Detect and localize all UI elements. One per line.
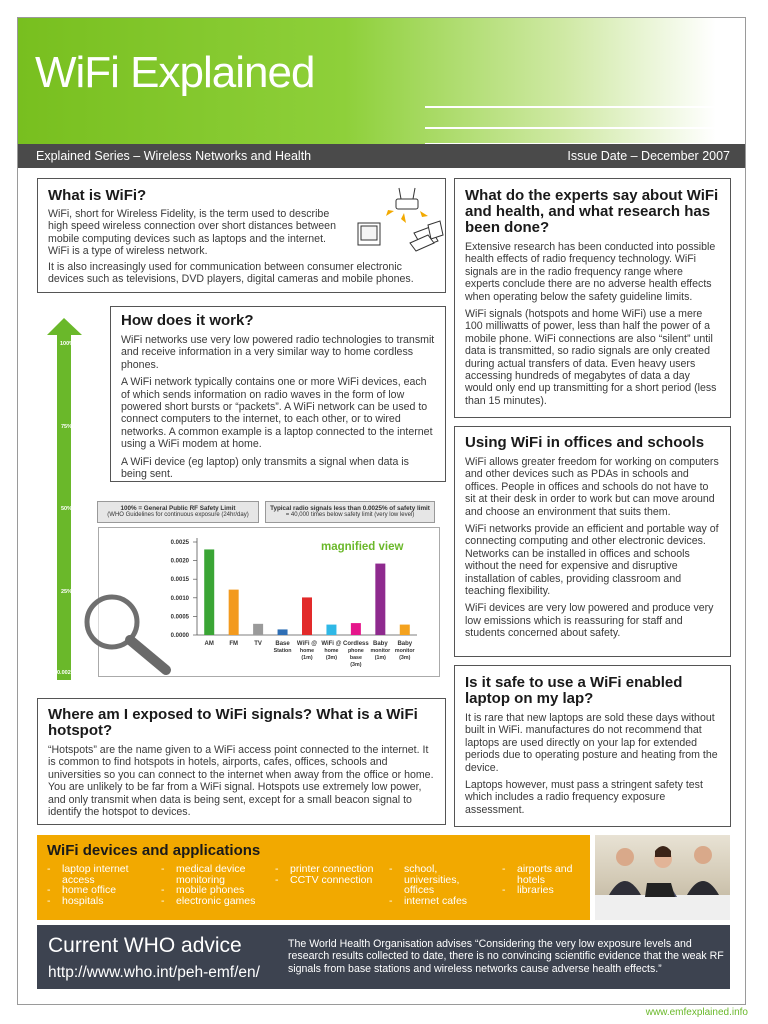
chart-bar (278, 629, 288, 635)
series-bar (18, 144, 745, 168)
devices-heading: WiFi devices and applications (47, 842, 261, 859)
who-quote: The World Health Organisation advises “Considering the very low exposure levels and research results collected to date, there is no convincing scientific evidence that the weak RF signals from base stations and wireless networks cause adverse health effects.” (288, 938, 724, 975)
scale-tick-50: 50% (61, 506, 73, 512)
y-tick-label: 0.0010 (170, 595, 189, 602)
list-item: - airports and hotels (502, 864, 587, 885)
chart-bar (229, 590, 239, 635)
devices-column-2 (161, 864, 271, 906)
chart-bar (204, 549, 214, 635)
list-item: - hospitals (47, 896, 157, 907)
offices-text: WiFi allows greater freedom for working on computers and other devices such as PDAs in schools and offices. People in offices and schools do not have to sit at their desk in order to work but can move around and choose an environment that suits them. (465, 456, 719, 518)
x-tick-label: TV (254, 641, 262, 647)
x-tick-label: home (299, 648, 315, 654)
typical-signal-tag-title: Typical radio signals less than 0.0025% of safety limit (270, 505, 430, 512)
how-it-works-text: WiFi networks use very low powered radio technologies to transmit and receive information in a very similar way to home cordless phones. (121, 334, 435, 371)
office-photo-illustration (595, 835, 730, 920)
what-is-wifi-section (37, 178, 446, 293)
devices-panel (37, 835, 590, 920)
x-tick-label: (1m) (301, 655, 313, 661)
list-item: - printer connection (275, 864, 385, 875)
y-tick-label: 0.0005 (170, 614, 189, 621)
x-tick-label: (3m) (325, 655, 338, 661)
page-title: WiFi Explained (35, 48, 315, 97)
x-tick-label: monitor (370, 648, 391, 654)
what-is-wifi-text-2: It is also increasingly used for communication between consumer electronic devices such as televisions, DVD players, digital cameras and mobile phones. (48, 260, 414, 286)
y-tick-label: 0.0000 (170, 633, 189, 639)
devices-column-4 (389, 864, 489, 906)
laptop-heading: Is it safe to use a WiFi enabled laptop on my lap? (465, 674, 683, 707)
x-tick-label: monitor (394, 648, 415, 654)
experts-text: Extensive research has been conducted into possible health effects of radio frequency technology. WiFi signals are in the radio frequency range where experts conclude there are no adverse health effects when operating below the safety guideline limits. (465, 241, 716, 303)
safety-scale-arrow (47, 318, 82, 680)
offices-heading: Using WiFi in offices and schools (465, 434, 705, 451)
what-is-wifi-text: WiFi, short for Wireless Fidelity, is the term used to describe high speed wireless connection over short distances between mobile computing devices such as laptops and the internet. WiFi is a type of wireless network. (48, 208, 336, 258)
typical-signal-tag-sub: = 40,000 times below safety limit (very low level) (285, 512, 415, 518)
experts-text-2: WiFi signals (hotspots and home WiFi) use a mere 100 milliwatts of power, less than half the power of a mobile phone. WiFi connections are also “silent” until data is transmitted, so radio signals are only created during actual transfers of data. Even heavy users accessing hundreds of megabytes of data a day would only end up transmitting for a short period (less than 15 minutes). (465, 308, 717, 407)
x-tick-label: base (349, 655, 362, 661)
experts-section (454, 178, 731, 418)
x-tick-label: Cordless (343, 641, 369, 647)
chart-annotation: magnified view (321, 541, 404, 553)
x-tick-label: home (324, 648, 339, 654)
devices-column-5 (502, 864, 587, 896)
list-item: - internet cafes (389, 896, 489, 907)
offices-text-3: WiFi devices are very low powered and produce very low emissions which is reassuring for staff and students concerned about safety. (465, 602, 714, 640)
y-tick-label: 0.0025 (170, 540, 189, 546)
devices-column-3 (275, 864, 385, 885)
list-item: - home office (47, 885, 157, 896)
how-it-works-section (110, 306, 446, 482)
magnifying-glass-icon (80, 590, 172, 676)
list-item: - CCTV connection (275, 875, 385, 886)
devices-column-1 (47, 864, 157, 906)
x-tick-label: phone (347, 648, 364, 654)
banner-line (425, 127, 745, 129)
banner-line (425, 106, 745, 108)
safety-limit-tag-title: 100% = General Public RF Safety Limit (120, 505, 236, 512)
safety-limit-tag-sub: (WHO Guidelines for continuous exposure (24hr/day) (107, 512, 249, 518)
laptop-section (454, 665, 731, 827)
list-item: - mobile phones (161, 885, 271, 896)
list-item: - school, universities, offices (389, 864, 489, 896)
x-tick-label: Baby (397, 641, 413, 647)
how-it-works-text-3: A WiFi device (eg laptop) only transmits a signal when data is being sent. (121, 455, 409, 481)
how-it-works-text-2: A WiFi network typically contains one or more WiFi devices, each of which sends information on radio waves in the form of low powered short bursts or “packets”. A WiFi network can be used to connect computers to the internet, to each other, or to wired networks. A common example is a laptop connected to the internet using a WiFi modem at home. (121, 376, 433, 451)
y-tick-label: 0.0015 (170, 577, 189, 584)
title-banner (18, 18, 745, 144)
x-tick-label: WiFi @ (296, 641, 318, 647)
typical-signal-tag (265, 501, 435, 523)
x-tick-label: Baby (372, 641, 388, 647)
chart-bar (400, 625, 410, 635)
scale-tick-100: 100% (60, 341, 75, 347)
offices-text-2: WiFi networks provide an efficient and portable way of connecting computing and other electronic devices. Networks can be installed in offices and schools without the need for expensive and disruptive installation of cables, providing classroom and teaching flexibility. (465, 523, 719, 598)
x-tick-label: Base (275, 641, 290, 647)
who-heading: Current WHO advice (48, 934, 242, 957)
who-advice-panel (37, 925, 730, 989)
chart-bar (302, 597, 312, 635)
scale-arrow-graphic (47, 318, 82, 680)
how-it-works-heading: How does it work? (121, 312, 254, 329)
x-tick-label: Station (273, 648, 292, 654)
list-item: - electronic games (161, 896, 271, 907)
x-tick-label: (3m) (350, 662, 362, 668)
x-tick-label: AM (204, 641, 214, 647)
laptop-text: It is rare that new laptops are sold these days without built in WiFi. manufactures do not recommend that laptops are used directly on your lap for extended periods due to operating posture and heating from the device. (465, 712, 718, 774)
who-link[interactable]: http://www.who.int/peh-emf/en/ (48, 964, 260, 981)
y-tick-label: 0.0020 (170, 558, 189, 565)
office-photo (595, 835, 730, 920)
scale-tick-min: 0.0025 (57, 670, 74, 676)
chart-bar (351, 623, 361, 635)
wifi-network-illustration (354, 185, 444, 257)
list-item: - laptop internet access (47, 864, 157, 885)
x-tick-label: WiFi @ (321, 641, 342, 647)
scale-tick-75: 75% (61, 424, 73, 430)
exposure-section (37, 698, 446, 825)
x-tick-label: (1m) (374, 655, 386, 661)
chart-bar (326, 625, 336, 635)
chart-bar (375, 564, 385, 635)
what-is-wifi-heading: What is WiFi? (48, 187, 147, 204)
x-tick-label: (3m) (399, 655, 411, 661)
scale-tick-25: 25% (61, 589, 73, 595)
experts-heading: What do the experts say about WiFi and health, and what research has been done? (465, 187, 719, 236)
safety-limit-tag (97, 501, 259, 523)
series-label: Explained Series – Wireless Networks and Health (36, 149, 312, 163)
list-item: - libraries (502, 885, 587, 896)
list-item: - medical device monitoring (161, 864, 271, 885)
laptop-text-2: Laptops however, must pass a stringent safety test which includes a radio frequency exposure assessment. (465, 779, 703, 816)
exposure-text: “Hotspots” are the name given to a WiFi access point connected to the internet. It is common to find hotspots in hotels, airports, cafes, offices, schools and universities so you can connect to the internet when away from the office or home. You are unlikely to be far from a WiFi signal. Hotspots use extremely low power, and only transmit when data is being sent, except for a small beacon signal to identify the hotspot to devices. (48, 744, 434, 819)
footer-site-link[interactable]: www.emfexplained.info (645, 1007, 748, 1018)
exposure-heading: Where am I exposed to WiFi signals? What is a WiFi hotspot? (48, 706, 418, 739)
chart-bar (253, 624, 263, 635)
issue-date: Issue Date – December 2007 (567, 149, 730, 163)
x-tick-label: FM (229, 641, 239, 647)
offices-section (454, 426, 731, 657)
